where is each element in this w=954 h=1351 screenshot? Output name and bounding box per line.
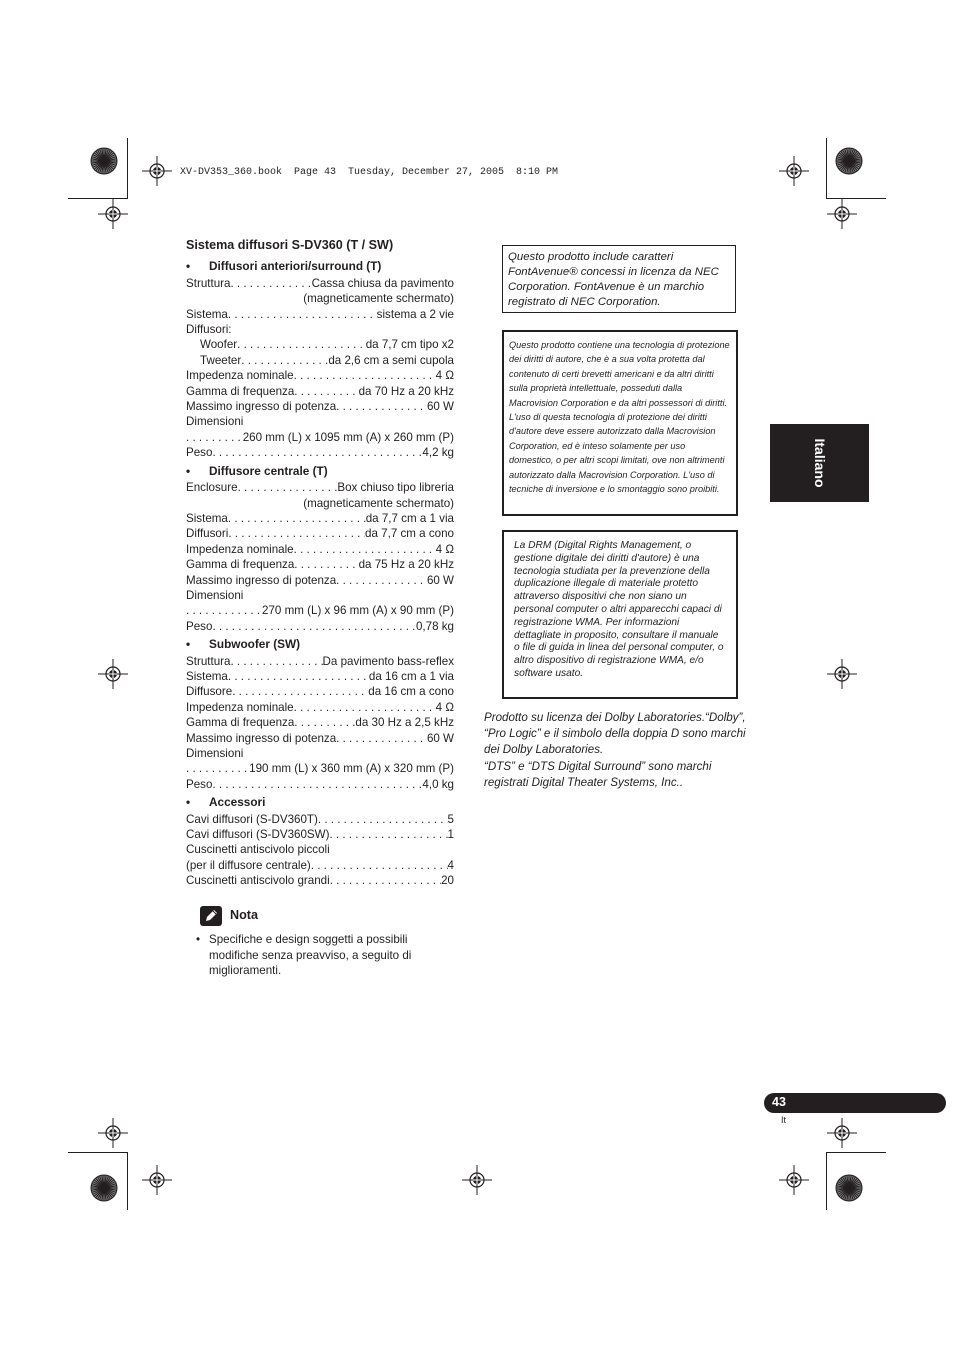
spec-label: Gamma di frequenza (186, 384, 295, 398)
subheading-label: Accessori (209, 795, 266, 810)
spec-value: Cassa chiusa da pavimento (311, 276, 454, 290)
spec-label: Peso (186, 619, 213, 633)
dot-leader (294, 700, 436, 715)
spec-label: Sistema (186, 307, 228, 321)
dot-leader (329, 827, 447, 842)
language-side-tab-label: Italiano (811, 438, 828, 488)
dot-leader (228, 526, 365, 541)
dot-leader (232, 684, 368, 699)
dot-leader (186, 761, 249, 776)
note-item-text: Specifiche e design soggetti a possibili modifiche senza preavviso, a seguito di miglioramenti. (209, 933, 412, 978)
spec-value: 5 (447, 812, 454, 826)
spec-label: Massimo ingresso di potenza (186, 731, 337, 745)
spec-value: 20 (441, 874, 454, 888)
registration-mark-icon (142, 1165, 172, 1195)
spec-value: 60 W (426, 400, 454, 414)
drm-notice-box: La DRM (Digital Rights Management, o gestione digitale dei diritti d'autore) è una tecnologia studiata per la prevenzione della duplicazione illegale di materiale protetto attraverso dispositivi che non siano un personal computer o altri apparecchi capaci di registrazione WMA. Per informazioni dettagliate in proposito, consultare il manuale o file di guida in linea del personal computer, o altro dispositivo di registrazione WMA, e/o software usato. (502, 530, 738, 699)
spec-value: Da pavimento bass-reflex (322, 654, 454, 668)
spec-row (186, 353, 454, 368)
spec-value: 60 W (426, 731, 454, 745)
registration-mark-icon (462, 1165, 492, 1195)
spec-value: 4 (447, 858, 454, 872)
dot-leader (228, 307, 377, 322)
dot-leader (294, 368, 436, 383)
dot-leader (311, 858, 448, 873)
spec-label: Gamma di frequenza (186, 558, 295, 572)
spec-row (186, 812, 454, 827)
subheading-accessories (186, 795, 454, 810)
spec-value: sistema a 2 vie (376, 307, 454, 321)
language-code: It (781, 1115, 787, 1125)
spec-row (186, 669, 454, 684)
spec-line: Dimensioni (186, 415, 244, 429)
spec-group-subwoofer (186, 654, 454, 793)
spec-label: (per il diffusore centrale) (186, 858, 311, 872)
dot-leader (241, 353, 328, 368)
dot-leader (294, 542, 436, 557)
spec-value: da 16 cm a cono (368, 685, 454, 699)
spec-row (186, 619, 454, 634)
spec-label: Cavi diffusori (S-DV360SW) (186, 828, 330, 842)
note-item (196, 932, 460, 979)
spec-label: Massimo ingresso di potenza (186, 573, 337, 587)
spec-value: da 30 Hz a 2,5 kHz (355, 716, 454, 730)
crop-line (826, 198, 886, 199)
spec-value: da 2,6 cm a semi cupola (328, 353, 454, 367)
macrovision-notice-box: Questo prodotto contiene una tecnologia di protezione dei diritti di autore, che è a sua volta protetta dal contenuto di certi brevetti americani e da altri diritti sulla proprietà intellettuale, posseduti dalla Macrovision Corporation e da altri possessori di diritti. L'uso di questa tecnologia di protezione dei diritti d'autore deve essere autorizzato dalla Macrovision Corporation, ed è inteso solamente per uso domestico, o per altri scopi limitati, ove non altrimenti autorizzato dalla Macrovision Corporation. L'uso di tecniche di inversione e lo smontaggio sono proibiti. (502, 330, 738, 516)
spec-row (186, 511, 454, 526)
bullet: • (186, 259, 191, 274)
spec-label: Cavi diffusori (S-DV360T) (186, 812, 318, 826)
trademark-notices (484, 710, 754, 791)
registration-mark-icon (98, 199, 128, 229)
spec-label: Cuscinetti antiscivolo grandi (186, 874, 330, 888)
spec-row (186, 603, 454, 618)
crop-line (127, 138, 128, 198)
spec-label: Woofer (200, 338, 238, 352)
spec-label: Impedenza nominale (186, 542, 294, 556)
dot-leader (186, 430, 243, 445)
spec-group-center (186, 480, 454, 634)
spec-row (186, 526, 454, 541)
dot-leader (212, 619, 416, 634)
spec-value: 260 mm (L) x 1095 mm (A) x 260 mm (P) (242, 430, 454, 444)
dot-leader (228, 511, 366, 526)
spec-row (186, 858, 454, 873)
spec-value: Box chiuso tipo libreria (337, 481, 454, 495)
spec-continuation: (magneticamente schermato) (303, 496, 454, 510)
crop-line (826, 1152, 827, 1210)
spec-label: Impedenza nominale (186, 369, 294, 383)
spec-label: Diffusori (186, 527, 229, 541)
note-title (200, 906, 460, 926)
subheading-subwoofer (186, 637, 454, 652)
spec-label: Tweeter (200, 353, 242, 367)
spec-row (186, 542, 454, 557)
crop-line (68, 1152, 128, 1153)
dot-leader (186, 603, 262, 618)
spec-label: Struttura (186, 654, 231, 668)
subheading-label: Diffusore centrale (T) (209, 463, 328, 478)
section-title: Sistema diffusori S-DV360 (T / SW) (186, 238, 394, 252)
spec-line: Dimensioni (186, 588, 244, 602)
spec-value: 4 Ω (435, 369, 454, 383)
dot-leader (336, 731, 427, 746)
pencil-note-icon (200, 906, 222, 926)
spec-label: Enclosure (186, 481, 238, 495)
spec-line: Cuscinetti antiscivolo piccoli (186, 843, 330, 857)
spec-value: 4,0 kg (422, 777, 454, 791)
page-number-tab (764, 1093, 946, 1113)
spec-row (186, 761, 454, 776)
spec-label: Impedenza nominale (186, 700, 294, 714)
spec-value: da 7,7 cm tipo x2 (365, 338, 454, 352)
spec-row (186, 368, 454, 383)
spec-value: 270 mm (L) x 96 mm (A) x 90 mm (P) (262, 604, 454, 618)
registration-mark-icon (827, 199, 857, 229)
spec-row (186, 731, 454, 746)
spec-value: 4 Ω (435, 700, 454, 714)
spec-value: da 16 cm a 1 via (368, 669, 454, 683)
spec-value: da 7,7 cm a 1 via (365, 511, 454, 525)
bullet: • (186, 795, 191, 810)
dot-leader (336, 573, 427, 588)
spec-row (186, 399, 454, 414)
dot-leader (336, 399, 427, 414)
dot-leader (228, 669, 369, 684)
spec-line: Diffusori: (186, 323, 232, 337)
spec-row (186, 307, 454, 322)
fontavenue-notice-box: Questo prodotto include caratteri FontAvenue® concessi in licenza da NEC Corporation. FontAvenue è un marchio registrato di NEC Corporation. (502, 245, 736, 313)
crop-line (127, 1152, 128, 1210)
registration-mark-icon (779, 156, 809, 186)
subheading-label: Subwoofer (SW) (209, 637, 301, 652)
dts-notice: “DTS” e “DTS Digital Surround” sono marchi registrati Digital Theater Systems, Inc.. (484, 759, 712, 789)
registration-mark-icon (779, 1165, 809, 1195)
dot-leader (212, 445, 422, 460)
spec-row (186, 715, 454, 730)
spec-value: 60 W (426, 573, 454, 587)
spec-row (186, 557, 454, 572)
subheading-front-surround (186, 259, 454, 274)
crop-line (68, 198, 128, 199)
spec-row (186, 873, 454, 888)
spec-row (186, 654, 454, 669)
spec-row (186, 276, 454, 291)
crop-line (826, 1152, 886, 1153)
spec-value: da 70 Hz a 20 kHz (358, 384, 454, 398)
color-target-icon (835, 147, 863, 175)
registration-mark-icon (142, 156, 172, 186)
spec-group-accessories (186, 812, 454, 889)
dot-leader (294, 384, 358, 399)
spec-group-front-surround (186, 276, 454, 461)
spec-value: da 75 Hz a 20 kHz (358, 558, 454, 572)
color-target-icon (90, 1174, 118, 1202)
spec-row (186, 384, 454, 399)
spec-label: Peso (186, 446, 213, 460)
spec-row (186, 684, 454, 699)
dot-leader (237, 337, 366, 352)
dot-leader (330, 873, 441, 888)
registration-mark-icon (827, 659, 857, 689)
spec-value: 1 (447, 828, 454, 842)
spec-row (186, 480, 454, 495)
spec-label: Diffusore (186, 685, 233, 699)
spec-value: 4,2 kg (422, 446, 454, 460)
dot-leader (294, 557, 358, 572)
subheading-label: Diffusori anteriori/surround (T) (209, 259, 382, 274)
spec-label: Sistema (186, 511, 228, 525)
note-title-label: Nota (230, 908, 258, 923)
registration-mark-icon (827, 1118, 857, 1148)
dot-leader (318, 812, 448, 827)
dot-leader (294, 715, 355, 730)
spec-continuation: (magneticamente schermato) (303, 292, 454, 306)
spec-row (186, 573, 454, 588)
color-target-icon (90, 147, 118, 175)
spec-row (186, 827, 454, 842)
spec-row (186, 777, 454, 792)
spec-label: Struttura (186, 276, 231, 290)
spec-label: Peso (186, 777, 213, 791)
bullet: • (186, 637, 191, 652)
spec-label: Massimo ingresso di potenza (186, 400, 337, 414)
subheading-center (186, 464, 454, 479)
dot-leader (238, 480, 338, 495)
dot-leader (230, 276, 311, 291)
spec-row (186, 337, 454, 352)
registration-mark-icon (98, 1118, 128, 1148)
spec-row (186, 700, 454, 715)
spec-line: Dimensioni (186, 747, 244, 760)
spec-row (186, 430, 454, 445)
color-target-icon (835, 1174, 863, 1202)
bullet: • (186, 463, 191, 478)
spec-value: 0,78 kg (415, 619, 454, 633)
bullet: • (196, 933, 201, 946)
print-header: XV-DV353_360.book Page 43 Tuesday, December 27, 2005 8:10 PM (180, 167, 559, 178)
page-number: 43 (772, 1095, 786, 1109)
dot-leader (230, 654, 322, 669)
specs-column (186, 238, 454, 889)
spec-row (186, 445, 454, 460)
dolby-notice: Prodotto su licenza dei Dolby Laboratories.“Dolby”, “Pro Logic” e il simbolo della doppia D sono marchi dei Dolby Laboratories. (484, 711, 746, 757)
dot-leader (212, 777, 422, 792)
registration-mark-icon (98, 659, 128, 689)
spec-value: da 7,7 cm a cono (365, 527, 454, 541)
language-side-tab (770, 424, 869, 502)
spec-label: Gamma di frequenza (186, 716, 295, 730)
spec-value: 190 mm (L) x 360 mm (A) x 320 mm (P) (249, 762, 454, 776)
note-section (196, 906, 460, 979)
spec-value: 4 Ω (435, 542, 454, 556)
spec-label: Sistema (186, 669, 228, 683)
crop-line (826, 138, 827, 198)
